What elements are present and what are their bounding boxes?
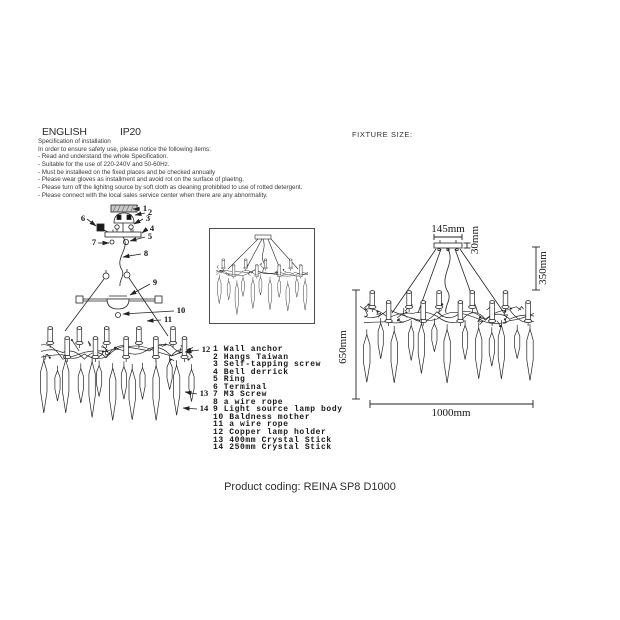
spec-item: - Please turn off the lighitng source by soft cloth as cleaning prohibited to use of rotted detergent. [38,183,303,191]
parts-list-item: 7 M3 Screw [213,390,268,400]
parts-list-item: 1 Wall anchor [213,345,284,354]
callout-leader-8 [123,254,141,257]
dim-canopy-height: 30mm [469,225,481,255]
parts-list-item: 3 Self-tapping screw [213,360,322,370]
spec-intro: In order to ensure safety use, please notice the following items: [38,145,211,153]
callout-number-8: 8 [143,248,149,258]
spec-title: Specification of installation [38,138,111,145]
parts-list-item: 8 a wire rope [213,397,284,407]
parts-list-item: 6 Terminal [213,382,268,392]
self-tapping-screw-part [115,225,119,229]
spec-item: - Suitable for the use of 220-240V and 50-60Hz. [38,160,170,168]
parts-list-item: 12 Copper lamp holder [213,428,327,438]
header-ip-rating: IP20 [120,126,141,138]
product-coding: Product coding: REINA SP8 D1000 [224,481,396,493]
callout-number-6: 6 [80,213,86,223]
callout-leader-2 [135,213,145,215]
callout-number-10: 10 [176,305,186,315]
support-cable-left [65,279,104,331]
inset-canopy [255,235,271,239]
fixture-cord [445,249,450,313]
assembled-thumbnail [210,229,314,323]
spec-item: - Please connect with the local sales service center when there are any abnormality. [38,191,268,199]
spec-item: - Must be installeed on the fixed places and be checked annually [38,168,216,176]
fixture-size-title: FIXTURE SIZE: [352,130,413,139]
callout-leader-9 [130,284,150,295]
spec-item: - Read and understand the whole Specification. [38,153,169,161]
callout-number-2: 2 [147,207,153,217]
parts-list-item: 2 Hangs Taiwan [213,352,289,362]
terminal-part [97,224,104,231]
assembled-inset-box [209,228,315,324]
parts-list-item: 10 Baldness mother [213,412,311,422]
callout-leader-3 [134,219,143,224]
exploded-installation-diagram [35,200,220,450]
fixture-canopy [434,243,462,248]
fixture-drawing [360,240,534,383]
spec-items [38,153,302,199]
callout-number-3: 3 [145,213,151,223]
callout-leader-6 [87,219,96,226]
baldness-mother-part [116,313,121,318]
m3-screw-part [110,240,114,244]
callout-number-5: 5 [147,231,153,241]
dim-body-height: 650mm [337,330,349,364]
spec-item: - Please wear gloves as installment and avoid rot on the surface of plaetng. [38,176,244,184]
support-cable-right [129,278,168,336]
callout-number-14: 14 [199,403,209,413]
callout-number-1: 1 [142,203,148,213]
callout-number-4: 4 [149,223,155,233]
callout-leader-5 [130,237,145,241]
fixture-size-diagram [330,212,570,424]
lamp-body-bowl [107,299,129,309]
callout-number-13: 13 [199,388,209,398]
callout-number-9: 9 [152,277,158,287]
callout-leader-11 [147,320,161,321]
dim-diameter: 1000mm [431,407,471,419]
callout-number-12: 12 [201,344,211,354]
callout-leader-4 [142,229,147,233]
parts-list-item: 5 Ring [213,375,246,385]
header-language: ENGLISH [42,126,87,138]
parts-list-item: 9 Light source lamp body [213,405,343,415]
callout-number-7: 7 [91,237,97,247]
parts-list-item: 11 a wire rope [213,420,289,430]
parts-list-item: 13 400mm Crystal Stick [213,435,332,445]
ring-part [123,239,128,244]
parts-list [213,346,343,452]
dimension-lines [352,234,540,408]
dim-suspension-height: 350mm [537,251,549,285]
callout-leader-14 [183,408,197,409]
parts-list-item: 4 Bell derrick [213,367,289,377]
callout-number-11: 11 [163,314,173,324]
spec-block [38,138,302,199]
bell-derrick-part [105,232,141,237]
dim-canopy-width: 145mm [431,223,465,235]
parts-list-item: 14 250mm Crystal Stick [213,443,332,453]
